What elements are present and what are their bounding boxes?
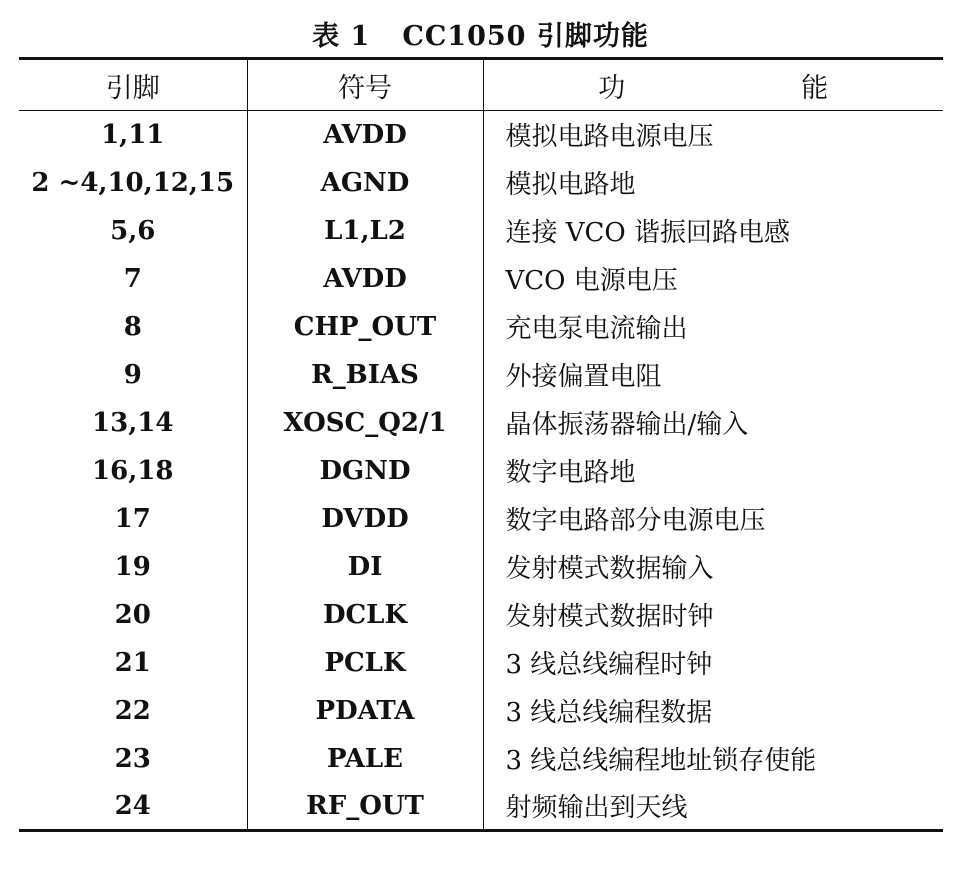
pin-cell: 5,6	[110, 215, 156, 246]
table-row	[19, 687, 943, 735]
symbol-cell: CHP_OUT	[247, 303, 483, 351]
column-header-function-part2: 能	[801, 72, 829, 104]
pin-cell: 24	[114, 790, 151, 821]
symbol-cell: R_BIAS	[247, 351, 483, 399]
table-row	[19, 351, 943, 399]
table-caption	[0, 14, 961, 53]
function-cell: 数字电路地	[483, 447, 943, 495]
symbol-cell: L1,L2	[247, 207, 483, 255]
symbol-cell: DCLK	[247, 591, 483, 639]
pin-cell: 23	[114, 743, 151, 774]
table-number: 表 1	[312, 21, 371, 52]
symbol-cell: PALE	[247, 735, 483, 783]
symbol-cell: AGND	[247, 159, 483, 207]
function-cell: 晶体振荡器输出/输入	[483, 399, 943, 447]
function-cell: 外接偏置电阻	[483, 351, 943, 399]
function-cell: 充电泵电流输出	[483, 303, 943, 351]
function-cell: 3 线总线编程数据	[483, 687, 943, 735]
table-row	[19, 495, 943, 543]
table-row	[19, 447, 943, 495]
symbol-cell: DVDD	[247, 495, 483, 543]
symbol-cell: RF_OUT	[247, 783, 483, 831]
symbol-cell: PCLK	[247, 639, 483, 687]
pin-cell: 16,18	[92, 455, 174, 486]
pin-cell: 13,14	[92, 407, 174, 438]
function-cell: 3 线总线编程地址锁存使能	[483, 735, 943, 783]
pin-cell: 1,11	[101, 119, 165, 150]
pin-cell: 22	[114, 695, 151, 726]
table-row	[19, 111, 943, 159]
function-cell: 模拟电路地	[483, 159, 943, 207]
function-cell: 3 线总线编程时钟	[483, 639, 943, 687]
function-cell: VCO 电源电压	[483, 255, 943, 303]
table-row	[19, 303, 943, 351]
table-row	[19, 735, 943, 783]
table-row	[19, 639, 943, 687]
pin-cell: 20	[114, 599, 151, 630]
symbol-cell: AVDD	[247, 111, 483, 159]
symbol-cell: DGND	[247, 447, 483, 495]
function-cell: 发射模式数据输入	[483, 543, 943, 591]
symbol-cell: XOSC_Q2/1	[247, 399, 483, 447]
pin-cell: 9	[123, 359, 142, 390]
function-cell: 连接 VCO 谐振回路电感	[483, 207, 943, 255]
function-cell: 模拟电路电源电压	[483, 111, 943, 159]
column-header-pin: 引脚	[19, 59, 247, 111]
function-cell: 数字电路部分电源电压	[483, 495, 943, 543]
pin-cell: 21	[114, 647, 151, 678]
pin-cell: 7	[123, 263, 142, 294]
symbol-cell: PDATA	[247, 687, 483, 735]
table-row	[19, 207, 943, 255]
column-header-function-part1: 功	[598, 72, 626, 104]
table-row	[19, 543, 943, 591]
header-row	[19, 59, 943, 111]
table-row	[19, 159, 943, 207]
symbol-cell: AVDD	[247, 255, 483, 303]
column-header-symbol: 符号	[247, 59, 483, 111]
function-cell: 发射模式数据时钟	[483, 591, 943, 639]
pin-function-table	[19, 57, 943, 832]
table-title: CC1050 引脚功能	[402, 21, 649, 52]
table-row	[19, 255, 943, 303]
table-row	[19, 591, 943, 639]
function-cell: 射频输出到天线	[483, 783, 943, 831]
table-row	[19, 399, 943, 447]
pin-cell: 2 ~4,10,12,15	[31, 167, 235, 198]
column-header-function	[483, 59, 943, 111]
table-row	[19, 783, 943, 831]
symbol-cell: DI	[247, 543, 483, 591]
pin-cell: 8	[123, 311, 142, 342]
pin-cell: 17	[114, 503, 151, 534]
pin-cell: 19	[114, 551, 151, 582]
